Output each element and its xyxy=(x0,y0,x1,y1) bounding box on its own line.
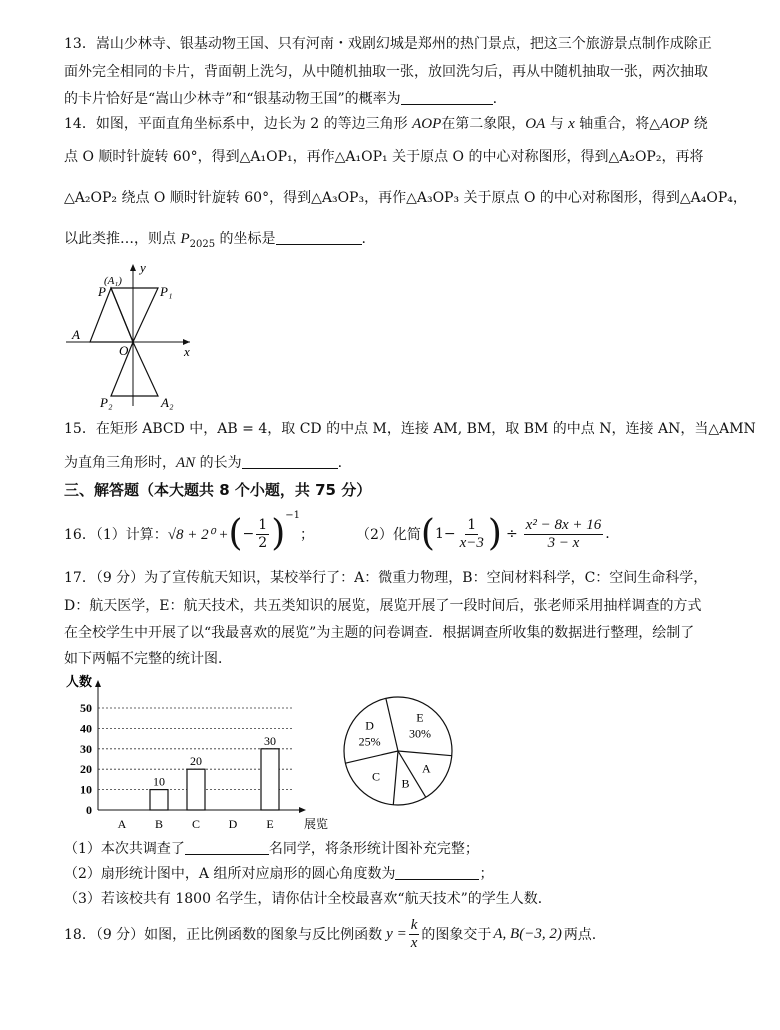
q18-numerator: k xyxy=(410,916,418,933)
q14-text-4d: 的坐标是 xyxy=(219,231,276,247)
q18-text-b: 的图象交于 xyxy=(421,927,492,943)
bar-category-label: E xyxy=(266,817,274,831)
q17-sub2-text-a: （2）扇形统计图中，A 组所对应扇形的圆心角度数为 xyxy=(64,866,396,882)
bar-data-label: 10 xyxy=(153,774,165,789)
q18-fraction xyxy=(409,917,420,952)
q16-part1-expr: √8 + 2⁰ + xyxy=(167,526,229,543)
bar-y-axis-arrow xyxy=(95,680,101,687)
q14-figure xyxy=(62,258,202,410)
label-o: O xyxy=(119,343,129,358)
q17-line2: D：航天医学，E：航天技术，共五类知识的展览，展览开展了一段时间后，张老师采用抽样调查的方式 xyxy=(64,598,702,614)
q16-part2-divide: ÷ xyxy=(505,526,518,542)
q13-line1: 13．嵩山少林寺、银基动物王国、只有河南・戏剧幻城是郑州的热门景点，把这三个旅游景点制作成除正 xyxy=(64,36,712,52)
y-axis-arrow xyxy=(130,264,136,271)
q14-text-c: 在第二象限， xyxy=(441,116,526,132)
q16-part2-one: 1− xyxy=(434,526,456,542)
q16-part2-paren-right: ) xyxy=(487,513,502,554)
q14-answer-blank xyxy=(276,230,362,245)
section-3-heading: 三、解答题（本大题共 8 个小题，共 75 分） xyxy=(64,481,372,499)
q14-line1 xyxy=(64,114,708,134)
q14-text-e: 与 xyxy=(549,116,564,132)
label-x: x xyxy=(184,344,190,359)
q18-points: A, B(−3, 2) xyxy=(493,925,562,942)
q14-text-a: 14．如图，平面直角坐标系中，边长为 2 的等边三角形 xyxy=(64,116,408,132)
q16-part2-fraction2 xyxy=(524,517,604,552)
q14-text-4a: 以此类推…，则点 xyxy=(64,231,176,247)
bar-chart xyxy=(60,672,330,832)
q13-line2: 面外完全相同的卡片，背面朝上洗匀，从中随机抽取一张，放回洗匀后，再从中随机抽取一张，两次抽取 xyxy=(64,64,708,80)
bar-y-tick-label: 20 xyxy=(80,762,92,777)
bar-data-label: 30 xyxy=(264,733,276,748)
bar xyxy=(261,749,279,810)
q14-line2: 点 O 顺时针旋转 60°，得到△A₁OP₁，再作△A₁OP₁ 关于原点 O 的中心对称图形，得到△A₂OP₂，再将 xyxy=(64,149,704,165)
bar-x-axis-arrow xyxy=(299,807,306,813)
q17-sub1 xyxy=(64,839,479,859)
q16-part1-end: ； xyxy=(299,527,314,543)
triangle-a1op1 xyxy=(111,288,158,342)
q13-line3 xyxy=(64,89,497,109)
q14-end: . xyxy=(361,231,366,247)
q15-answer-blank xyxy=(242,454,338,469)
q14-text-g: 轴重合，将△ xyxy=(579,116,661,132)
q16-part2-end: . xyxy=(605,526,610,542)
q18-text-d: 两点. xyxy=(563,927,597,943)
pie-slice-label: C xyxy=(372,769,381,784)
q16-part1-numerator: 1 xyxy=(258,516,268,533)
q14-text-d: OA xyxy=(525,116,546,132)
q17-sub1-blank xyxy=(185,840,269,855)
pie-slice-label: A xyxy=(422,761,431,776)
q15-line1: 15．在矩形 ABCD 中，AB = 4，取 CD 的中点 M，连接 AM, BM，取 BM 的中点 N，连接 AN，当△AMN xyxy=(64,421,756,437)
bar-y-tick-label: 0 xyxy=(86,803,92,817)
q17-line1: 17．（9 分）为了宣传航天知识，某校举行了：A：微重力物理，B：空间材料科学，C：空间生命科学， xyxy=(64,570,708,586)
q14-text-b: AOP xyxy=(412,116,442,132)
q17-sub2-text-b: ； xyxy=(479,866,494,882)
bar-y-tick-label: 40 xyxy=(80,721,92,736)
bar-category-label: D xyxy=(228,817,238,831)
pie-slice-percent: 25% xyxy=(358,734,381,749)
bar-y-label: 人数 xyxy=(66,674,93,689)
pie-slice-label: B xyxy=(401,776,410,791)
q18-denominator: x xyxy=(410,934,418,951)
pie-slice-label: D xyxy=(365,718,374,733)
q17-sub2-blank xyxy=(395,865,479,880)
q15-text-a: 为直角三角形时， xyxy=(64,455,176,471)
label-p1: P₁ xyxy=(160,284,173,299)
label-p2: P₂ xyxy=(100,395,113,410)
label-a1: (A₁) xyxy=(104,275,122,287)
q16-part2-denominator2: 3 − x xyxy=(547,534,580,551)
pie-chart xyxy=(333,695,463,825)
q16-part1 xyxy=(64,506,314,562)
bar xyxy=(187,769,205,810)
q16-part2-paren-left: ( xyxy=(420,513,435,554)
q13-end: . xyxy=(492,91,498,107)
q16-part1-denominator: 2 xyxy=(258,534,268,551)
bar-category-label: A xyxy=(117,817,127,831)
bar xyxy=(150,790,168,810)
label-p: P xyxy=(98,284,106,299)
q18-y: y = xyxy=(386,925,407,942)
q14-text-i: 绕 xyxy=(693,116,708,132)
q15-text-c: 的长为 xyxy=(199,455,242,471)
q14-text-4b: P xyxy=(180,231,190,247)
bar-y-tick-label: 10 xyxy=(80,782,92,797)
q16-part1-minus: − xyxy=(242,526,255,542)
q18-line xyxy=(64,912,596,956)
bar-category-label: C xyxy=(191,817,201,831)
q16-part2-denominator1: x−3 xyxy=(459,534,484,551)
q17-sub1-text-a: （1）本次共调查了 xyxy=(64,841,185,857)
q14-text-h: AOP xyxy=(660,116,690,132)
q17-sub2 xyxy=(64,864,493,884)
q14-line3: △A₂OP₂ 绕点 O 顺时针旋转 60°，得到△A₃OP₃，再作△A₃OP₃ 关于原点 O 的中心对称图形，得到△A₄OP₄， xyxy=(64,190,747,206)
q15-line2 xyxy=(64,453,342,473)
q13-line3-text: 的卡片恰好是“嵩山少林寺”和“银基动物王国”的概率为 xyxy=(64,91,401,107)
q16-paren-right: ) xyxy=(271,513,286,554)
q14-text-f: x xyxy=(568,116,575,132)
triangle-aop xyxy=(90,288,133,342)
bar-category-label: B xyxy=(154,817,164,831)
bar-data-label: 20 xyxy=(190,754,202,769)
q17-line3: 在全校学生中开展了以“我最喜欢的展览”为主题的问卷调查．根据调查所收集的数据进行整理，绘制了 xyxy=(64,625,695,641)
q14-text-4c: 2025 xyxy=(189,238,216,250)
q16-part2-numerator2: x² − 8x + 16 xyxy=(525,516,602,533)
pie-slice-percent: 30% xyxy=(408,726,431,741)
q17-sub1-text-b: 名同学，将条形统计图补充完整； xyxy=(268,841,479,857)
q16-part2-fraction1 xyxy=(458,517,486,552)
q17-sub3: （3）若该校共有 1800 名学生，请你估计全校最喜欢“航天技术”的学生人数． xyxy=(64,891,552,907)
q15-end: . xyxy=(337,455,343,471)
label-a: A xyxy=(72,327,80,342)
q16-paren-left: ( xyxy=(228,513,243,554)
bar-x-label: 展览 xyxy=(304,817,329,831)
q15-text-b: AN xyxy=(176,455,196,471)
q16-part1-exponent: −1 xyxy=(285,510,300,521)
label-y: y xyxy=(140,260,146,275)
q16-part1-fraction xyxy=(256,517,269,552)
q17-line4: 如下两幅不完整的统计图． xyxy=(64,651,232,667)
q13-answer-blank xyxy=(401,90,493,105)
q16-part1-label: 16．（1）计算： xyxy=(64,527,168,543)
q14-line4 xyxy=(64,229,366,255)
pie-slice-label: E xyxy=(416,710,424,725)
q18-text-a: 18．（9 分）如图，正比例函数的图象与反比例函数 xyxy=(64,927,383,943)
label-a2: A₂ xyxy=(161,395,174,410)
q16-part2 xyxy=(356,506,610,562)
bar-y-tick-label: 50 xyxy=(80,701,92,715)
q16-part2-numerator1: 1 xyxy=(467,516,477,533)
q16-part2-label: （2）化简 xyxy=(356,527,421,543)
bar-y-tick-label: 30 xyxy=(80,741,92,756)
